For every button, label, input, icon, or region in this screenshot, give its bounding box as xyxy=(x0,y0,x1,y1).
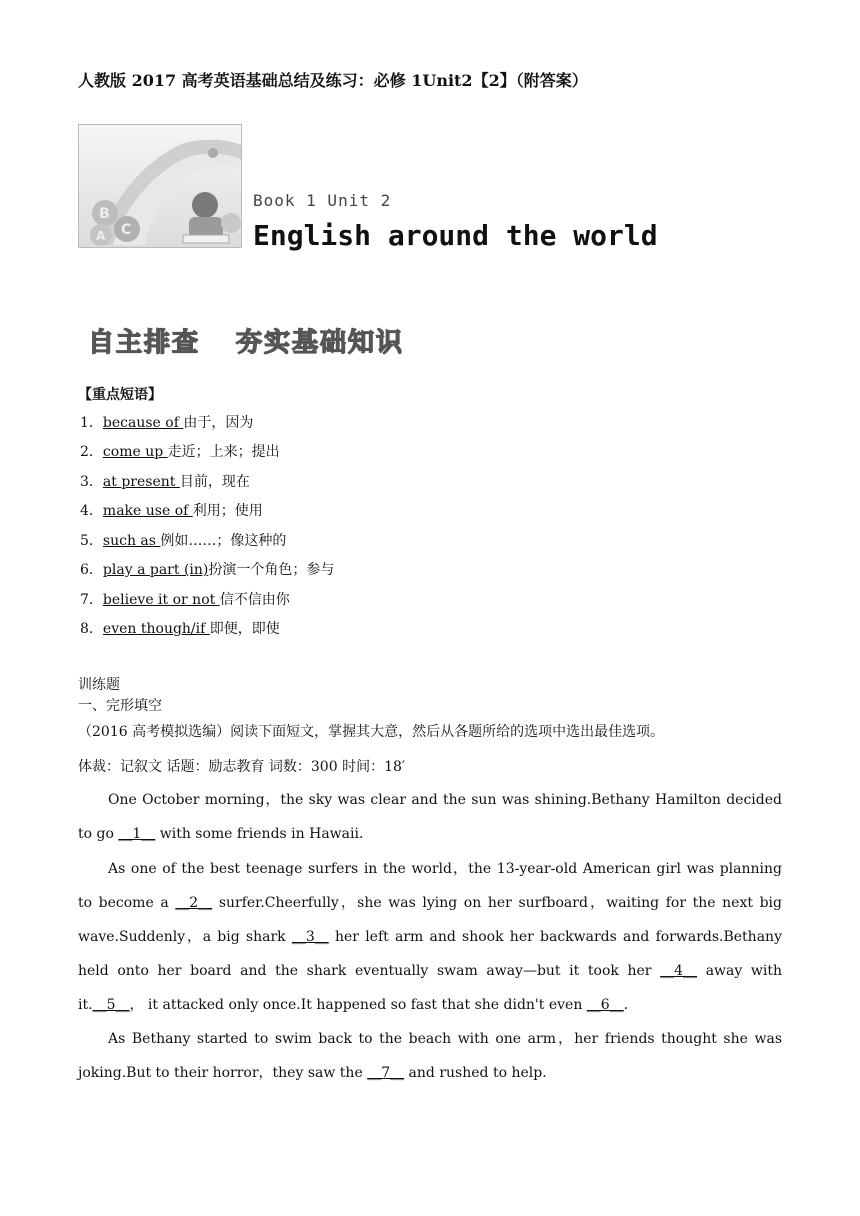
unit-title: English around the world xyxy=(253,219,658,252)
book-unit-label: Book 1 Unit 2 xyxy=(253,191,392,210)
list-item: 1．because of 由于，因为 xyxy=(80,415,254,431)
exercise-part: 一、完形填空 xyxy=(78,698,162,714)
passage-paragraph-1: One October morning，the sky was clear and the sun was shining.Bethany Hamilton decided to go __1__ with some friends in Hawaii. xyxy=(78,792,782,842)
passage-paragraph-2: As one of the best teenage surfers in the world，the 13-year-old American girl was planning to become a __2__ surfer.Cheerfully，she was lying on her surfboard，waiting for the next big wave.Suddenly，a big shark __3__ her left arm and shook her backwards and forwards.Bethany held onto her board and the shark eventually swam away—but it took her __4__ away with it.__5__， it attacked only once.It happened so fast that she didn't even __6__． xyxy=(78,861,783,1013)
unit-banner-image xyxy=(78,124,242,248)
passage-info: 体裁：记叙文 话题：励志教育 词数：300 时间：18′ xyxy=(78,759,406,775)
blank-7: __7__ xyxy=(367,1065,405,1081)
passage-paragraph-3: As Bethany started to swim back to the beach with one arm，her friends thought she was joking.But to their horror，they saw the __7__ and rushed to help. xyxy=(78,1031,782,1081)
document-title: 人教版 2017 高考英语基础总结及练习：必修 1Unit2【2】（附答案） xyxy=(78,71,588,90)
phrases-heading: 【重点短语】 xyxy=(78,387,162,403)
list-item: 5．such as 例如……；像这种的 xyxy=(80,533,287,549)
list-item: 7．believe it or not 信不信由你 xyxy=(80,592,290,608)
section-banner xyxy=(88,322,404,359)
exercise-instruction: （2016 高考模拟选编）阅读下面短文，掌握其大意，然后从各题所给的选项中选出最佳选项。 xyxy=(78,724,665,740)
list-item: 3．at present 目前，现在 xyxy=(80,474,250,490)
blank-2: __2__ xyxy=(175,895,213,911)
svg-text:A: A xyxy=(96,229,106,243)
blank-3: __3__ xyxy=(291,929,329,945)
svg-text:B: B xyxy=(99,206,110,222)
exercise-heading: 训练题 xyxy=(78,677,120,693)
list-item: 2．come up 走近；上来；提出 xyxy=(80,444,280,460)
list-item: 6．play a part (in)扮演一个角色；参与 xyxy=(80,562,335,578)
blank-4: __4__ xyxy=(660,963,698,979)
blank-6: __6__ xyxy=(586,997,624,1013)
list-item: 8．even though/if 即便，即使 xyxy=(80,621,280,637)
section-banner-right: 夯实基础知识 xyxy=(236,328,405,358)
section-banner-left: 自主排查 xyxy=(88,328,201,358)
list-item: 4．make use of 利用；使用 xyxy=(80,503,263,519)
blank-5: __5__ xyxy=(92,997,130,1013)
blank-1: __1__ xyxy=(118,826,156,842)
kid-with-letters-illustration xyxy=(79,125,242,248)
svg-text:C: C xyxy=(121,222,132,238)
